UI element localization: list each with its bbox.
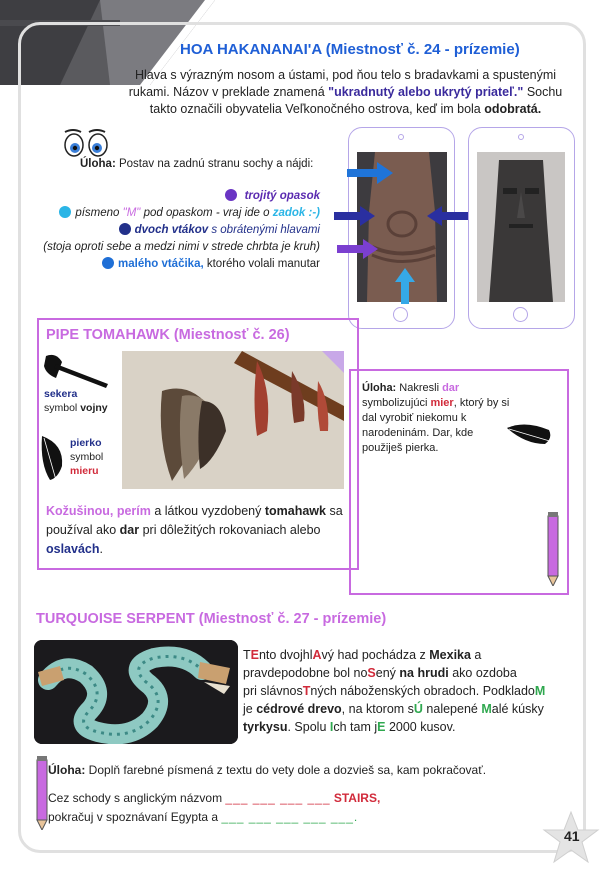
feather-icon	[36, 434, 68, 487]
list-item: dvoch vtákov s obrátenými hlavami	[20, 222, 320, 239]
feather-label: pierko symbol mieru	[70, 437, 104, 477]
task-serpent: Úloha: Doplň farebné písmená z textu do vety dole a dozvieš sa, kam pokračovať.	[48, 763, 487, 777]
section-title-serpent: TURQUOISE SERPENT (Miestnosť č. 27 - prízemie)	[36, 611, 387, 627]
task-tomahawk: Úloha: Nakresli dar symbolizujúci mier, ktorý by si dal vyrobiť niekomu k narodeninám. Dar, kde použiješ pierka.	[362, 382, 510, 454]
intro-paragraph: Hlava s výrazným nosom a ústami, pod ňou telo s bradavkami a spustenými rukami. Názov v preklade znamená "ukradnutý alebo ukrytý priateľ." Sochu takto označili obyvatelia Veľkonočného ostrova, keď im bola odobratá.	[128, 68, 563, 116]
phone-camera-icon	[518, 134, 524, 140]
statue-front-photo	[477, 152, 565, 302]
list-note: (stoja oproti sebe a medzi nimi v strede chrbta je kruh)	[43, 241, 320, 253]
list-item: písmeno "M" pod opaskom - vraj ide o zadok :-)	[20, 205, 320, 222]
blue-dot-icon	[102, 257, 114, 269]
fill-line-1: Cez schody s anglickým názvom ___ ___ ___ ___ STAIRS,	[48, 791, 381, 805]
blank-input-red[interactable]: ___ ___ ___ ___	[225, 791, 331, 805]
arrow-up-icon	[393, 266, 417, 311]
pencil-icon	[36, 756, 48, 835]
serpent-description: TEnto dvojhlAvý had pochádza z Mexika a pravdepodobne bol noSený na hrudi ako ozdoba pri slávnosTných náboženských obradoch. PodkladoM je cédrové drevo, na ktorom sÚ nalepené Malé kúsky tyrkysu. Spolu Ich tam jE 2000 kusov.	[243, 648, 546, 734]
serpent-photo	[34, 640, 238, 744]
tomahawk-description: Kožušinou, perím a látkou vyzdobený tomahawk sa používal ako dar pri dôležitých rokovaniach alebo oslavách.	[46, 504, 343, 556]
arrow-right-icon	[332, 205, 377, 232]
arrow-right-icon	[335, 238, 380, 265]
blank-input-green[interactable]: ___ ___ ___ ___ ___.	[221, 810, 359, 824]
section-title-hoa: HOA HAKANANAI'A (Miestnosť č. 24 - prízemie)	[180, 41, 520, 58]
list-item: trojitý opasok	[20, 188, 320, 205]
list-item: malého vtáčika, ktorého volali manutar	[20, 256, 320, 273]
page-number: 41	[564, 828, 580, 844]
fill-line-2: pokračuj v spoznávaní Egypta a ___ ___ ___ ___ ___.	[48, 810, 359, 824]
navy-dot-icon	[119, 223, 131, 235]
arrow-right-icon	[345, 160, 395, 191]
find-list	[20, 188, 320, 273]
tomahawk-photo	[122, 351, 344, 489]
purple-dot-icon	[225, 189, 237, 201]
axe-label: sekera symbol vojny	[44, 388, 108, 414]
arrow-left-icon	[425, 205, 470, 232]
section-title-tomahawk: PIPE TOMAHAWK (Miestnosť č. 26)	[46, 327, 290, 343]
cyan-dot-icon	[59, 206, 71, 218]
task-hoa: Úloha: Postav na zadnú stranu sochy a nájdi:	[80, 158, 314, 170]
phone-camera-icon	[398, 134, 404, 140]
pencil-icon	[547, 512, 559, 591]
feather-icon	[505, 420, 555, 453]
phone-home-button	[513, 307, 528, 322]
